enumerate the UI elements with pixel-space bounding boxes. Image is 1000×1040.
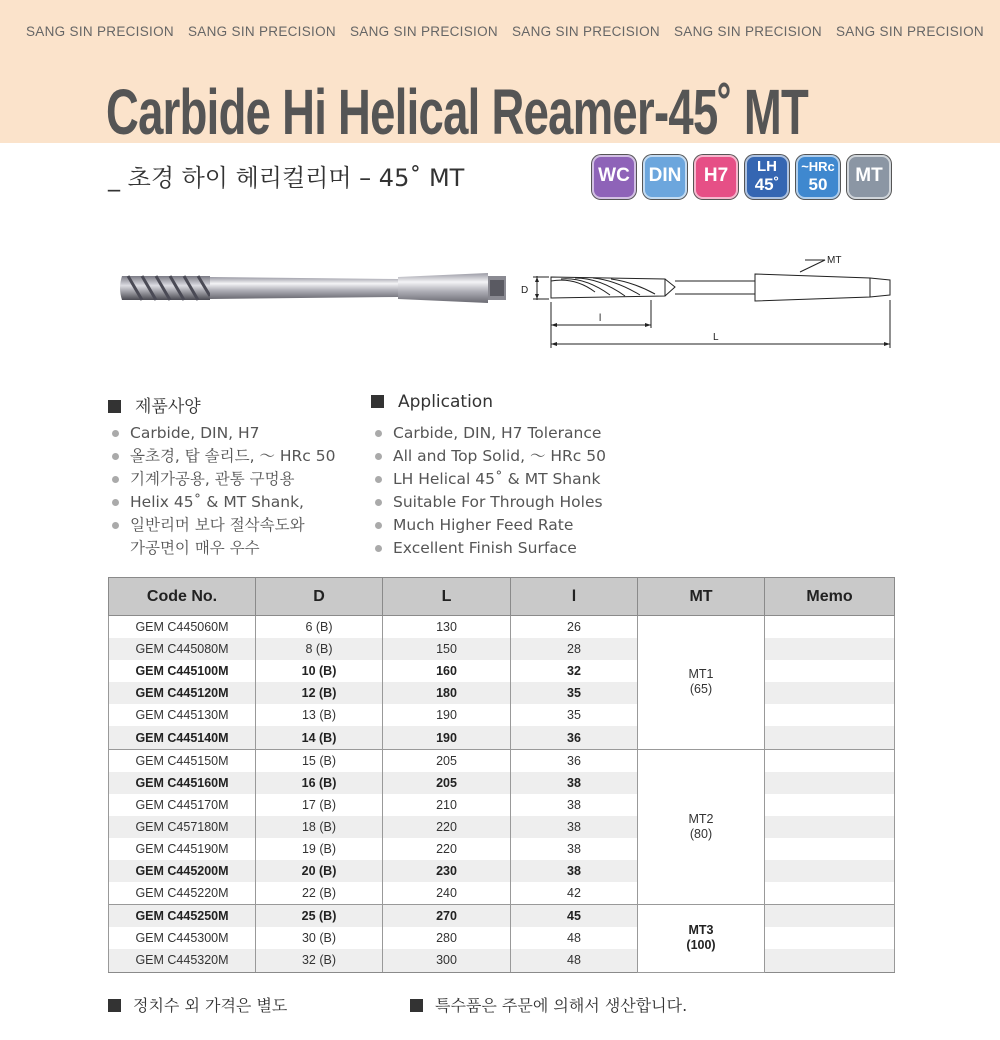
cell-memo (765, 838, 895, 860)
cell-l: 48 (511, 949, 638, 972)
mt-group-label: MT3 (688, 923, 714, 938)
badge-label: LH (757, 158, 777, 175)
cell-d: 22 (B) (256, 882, 383, 905)
label-mt: MT (827, 255, 842, 266)
spec-table (108, 577, 895, 973)
cell-memo (765, 616, 895, 639)
cell-d: 19 (B) (256, 838, 383, 860)
cell-memo (765, 882, 895, 905)
table-row (109, 704, 895, 726)
cell-d: 12 (B) (256, 682, 383, 704)
cell-L: 220 (383, 816, 511, 838)
cell-d: 6 (B) (256, 616, 383, 639)
label-l-small: l (599, 313, 602, 324)
cell-l: 32 (511, 660, 638, 682)
hrc50-badge-icon (796, 155, 840, 199)
cell-d: 30 (B) (256, 927, 383, 949)
cell-L: 160 (383, 660, 511, 682)
spec-ko-list (110, 422, 335, 560)
cell-L: 270 (383, 905, 511, 928)
brand-row (0, 24, 1000, 44)
list-item: Helix 45˚ & MT Shank, (110, 491, 335, 514)
table-row (109, 794, 895, 816)
cell-code: GEM C445250M (109, 905, 256, 928)
bullet-icon (112, 476, 119, 483)
cell-d: 32 (B) (256, 949, 383, 972)
col-header-L: L (383, 578, 511, 616)
cell-code: GEM C445080M (109, 638, 256, 660)
square-bullet-icon (371, 395, 384, 408)
note-right-text: 특수품은 주문에 의해서 생산합니다. (435, 996, 688, 1015)
note-left (108, 993, 287, 1016)
cell-l: 35 (511, 704, 638, 726)
cell-memo (765, 704, 895, 726)
list-item: 기계가공용, 관통 구멍용 (110, 468, 335, 491)
cell-l: 38 (511, 816, 638, 838)
mt-badge-icon (847, 155, 891, 199)
cell-code: GEM C445120M (109, 682, 256, 704)
cell-memo (765, 927, 895, 949)
cell-code: GEM C445100M (109, 660, 256, 682)
bullet-icon (375, 476, 382, 483)
table-body (109, 616, 895, 973)
mt-group-taper: (65) (689, 682, 713, 697)
mt-group-taper: (100) (686, 938, 716, 953)
cell-l: 26 (511, 616, 638, 639)
bullet-icon (375, 499, 382, 506)
cell-d: 17 (B) (256, 794, 383, 816)
cell-l: 45 (511, 905, 638, 928)
badge-label: DIN (648, 165, 682, 186)
cell-memo (765, 638, 895, 660)
spec-en-list (373, 422, 606, 560)
list-item: Carbide, DIN, H7 Tolerance (373, 422, 606, 445)
dimension-drawing-icon (515, 250, 905, 350)
list-item: All and Top Solid, ～ HRc 50 (373, 445, 606, 468)
cell-L: 280 (383, 927, 511, 949)
cell-memo (765, 772, 895, 794)
cell-l: 36 (511, 726, 638, 749)
cell-memo (765, 749, 895, 772)
brand-text: SANG SIN PRECISION (674, 24, 822, 39)
page-title: Carbide Hi Helical Reamer-45˚ MT (106, 76, 809, 148)
cell-d: 25 (B) (256, 905, 383, 928)
h7-badge-icon (694, 155, 738, 199)
cell-d: 14 (B) (256, 726, 383, 749)
cell-l: 38 (511, 794, 638, 816)
cell-memo (765, 816, 895, 838)
list-item: Carbide, DIN, H7 (110, 422, 335, 445)
table-row (109, 927, 895, 949)
cell-code: GEM C445220M (109, 882, 256, 905)
cell-L: 205 (383, 749, 511, 772)
bullet-icon (375, 545, 382, 552)
cell-mt-group (638, 616, 765, 750)
table-row (109, 816, 895, 838)
list-item: Much Higher Feed Rate (373, 514, 606, 537)
col-header-l: l (511, 578, 638, 616)
bullet-icon (112, 522, 119, 529)
cell-code: GEM C445320M (109, 949, 256, 972)
cell-code: GEM C445140M (109, 726, 256, 749)
cell-code: GEM C445160M (109, 772, 256, 794)
page-subtitle: _ 초경 하이 헤리컬리머 – 45˚ MT (108, 164, 465, 192)
cell-d: 8 (B) (256, 638, 383, 660)
table-row (109, 726, 895, 749)
brand-text: SANG SIN PRECISION (512, 24, 660, 39)
table-row (109, 838, 895, 860)
list-item-continuation: 가공면이 매우 우수 (130, 539, 260, 557)
table-row (109, 616, 895, 639)
cell-d: 18 (B) (256, 816, 383, 838)
cell-L: 300 (383, 949, 511, 972)
list-item: Excellent Finish Surface (373, 537, 606, 560)
list-item: LH Helical 45˚ & MT Shank (373, 468, 606, 491)
cell-memo (765, 860, 895, 882)
table-row (109, 749, 895, 772)
cell-L: 210 (383, 794, 511, 816)
table-row (109, 638, 895, 660)
table-row (109, 772, 895, 794)
table-row (109, 882, 895, 905)
cell-code: GEM C445190M (109, 838, 256, 860)
spec-en-heading-label: Application (398, 392, 493, 412)
cell-memo (765, 905, 895, 928)
spec-ko-heading-label: 제품사양 (135, 397, 201, 417)
spec-en-heading (371, 392, 493, 412)
cell-L: 190 (383, 726, 511, 749)
col-header-code: Code No. (109, 578, 256, 616)
label-l: L (713, 332, 719, 343)
cell-d: 20 (B) (256, 860, 383, 882)
lh45-badge-icon (745, 155, 789, 199)
mt-group-label: MT1 (688, 667, 714, 682)
cell-l: 38 (511, 860, 638, 882)
badge-label: 50 (808, 175, 828, 194)
cell-L: 240 (383, 882, 511, 905)
brand-text: SANG SIN PRECISION (836, 24, 984, 39)
table-row (109, 949, 895, 972)
bullet-icon (375, 453, 382, 460)
note-right (410, 993, 687, 1016)
cell-L: 230 (383, 860, 511, 882)
badge-label: 45˚ (754, 175, 780, 194)
cell-memo (765, 794, 895, 816)
cell-mt-group (638, 749, 765, 905)
badge-label: WC (598, 165, 630, 186)
bullet-icon (375, 430, 382, 437)
brand-text: SANG SIN PRECISION (350, 24, 498, 39)
cell-code: GEM C445130M (109, 704, 256, 726)
cell-code: GEM C445300M (109, 927, 256, 949)
table-row (109, 660, 895, 682)
mt-group-label: MT2 (688, 811, 714, 826)
cell-memo (765, 682, 895, 704)
note-left-text: 정치수 외 가격은 별도 (133, 996, 288, 1015)
cell-code: GEM C445200M (109, 860, 256, 882)
cell-d: 10 (B) (256, 660, 383, 682)
spec-ko-heading (108, 392, 201, 417)
cell-l: 28 (511, 638, 638, 660)
cell-l: 38 (511, 838, 638, 860)
bullet-icon (112, 430, 119, 437)
cell-l: 42 (511, 882, 638, 905)
square-bullet-icon (410, 999, 423, 1012)
cell-mt-group (638, 905, 765, 972)
cell-l: 36 (511, 749, 638, 772)
din-badge-icon (643, 155, 687, 199)
label-d: D (521, 285, 529, 296)
cell-d: 13 (B) (256, 704, 383, 726)
cell-L: 130 (383, 616, 511, 639)
bullet-icon (112, 453, 119, 460)
col-header-d: D (256, 578, 383, 616)
table-row (109, 682, 895, 704)
list-item: Suitable For Through Holes (373, 491, 606, 514)
cell-L: 180 (383, 682, 511, 704)
cell-l: 38 (511, 772, 638, 794)
reamer-photo-icon (118, 268, 510, 308)
cell-L: 150 (383, 638, 511, 660)
cell-memo (765, 660, 895, 682)
cell-L: 205 (383, 772, 511, 794)
badge-label: H7 (703, 165, 729, 186)
wc-badge-icon (592, 155, 636, 199)
brand-text: SANG SIN PRECISION (188, 24, 336, 39)
table-header-row (109, 578, 895, 616)
col-header-memo: Memo (765, 578, 895, 616)
bullet-icon (375, 522, 382, 529)
cell-code: GEM C445150M (109, 749, 256, 772)
cell-l: 35 (511, 682, 638, 704)
badge-label: MT (855, 165, 883, 186)
cell-d: 15 (B) (256, 749, 383, 772)
mt-group-taper: (80) (689, 826, 713, 841)
bullet-icon (112, 499, 119, 506)
list-item: 일반리머 보다 절삭속도와 (110, 514, 335, 537)
col-header-mt: MT (638, 578, 765, 616)
cell-d: 16 (B) (256, 772, 383, 794)
cell-L: 190 (383, 704, 511, 726)
cell-memo (765, 726, 895, 749)
cell-code: GEM C457180M (109, 816, 256, 838)
cell-memo (765, 949, 895, 972)
list-item: 올초경, 탑 솔리드, ～ HRc 50 (110, 445, 335, 468)
cell-code: GEM C445060M (109, 616, 256, 639)
table-row (109, 860, 895, 882)
square-bullet-icon (108, 400, 121, 413)
brand-text: SANG SIN PRECISION (26, 24, 174, 39)
badge-label: ~HRc (801, 159, 835, 174)
cell-code: GEM C445170M (109, 794, 256, 816)
square-bullet-icon (108, 999, 121, 1012)
cell-L: 220 (383, 838, 511, 860)
cell-l: 48 (511, 927, 638, 949)
table-row (109, 905, 895, 928)
